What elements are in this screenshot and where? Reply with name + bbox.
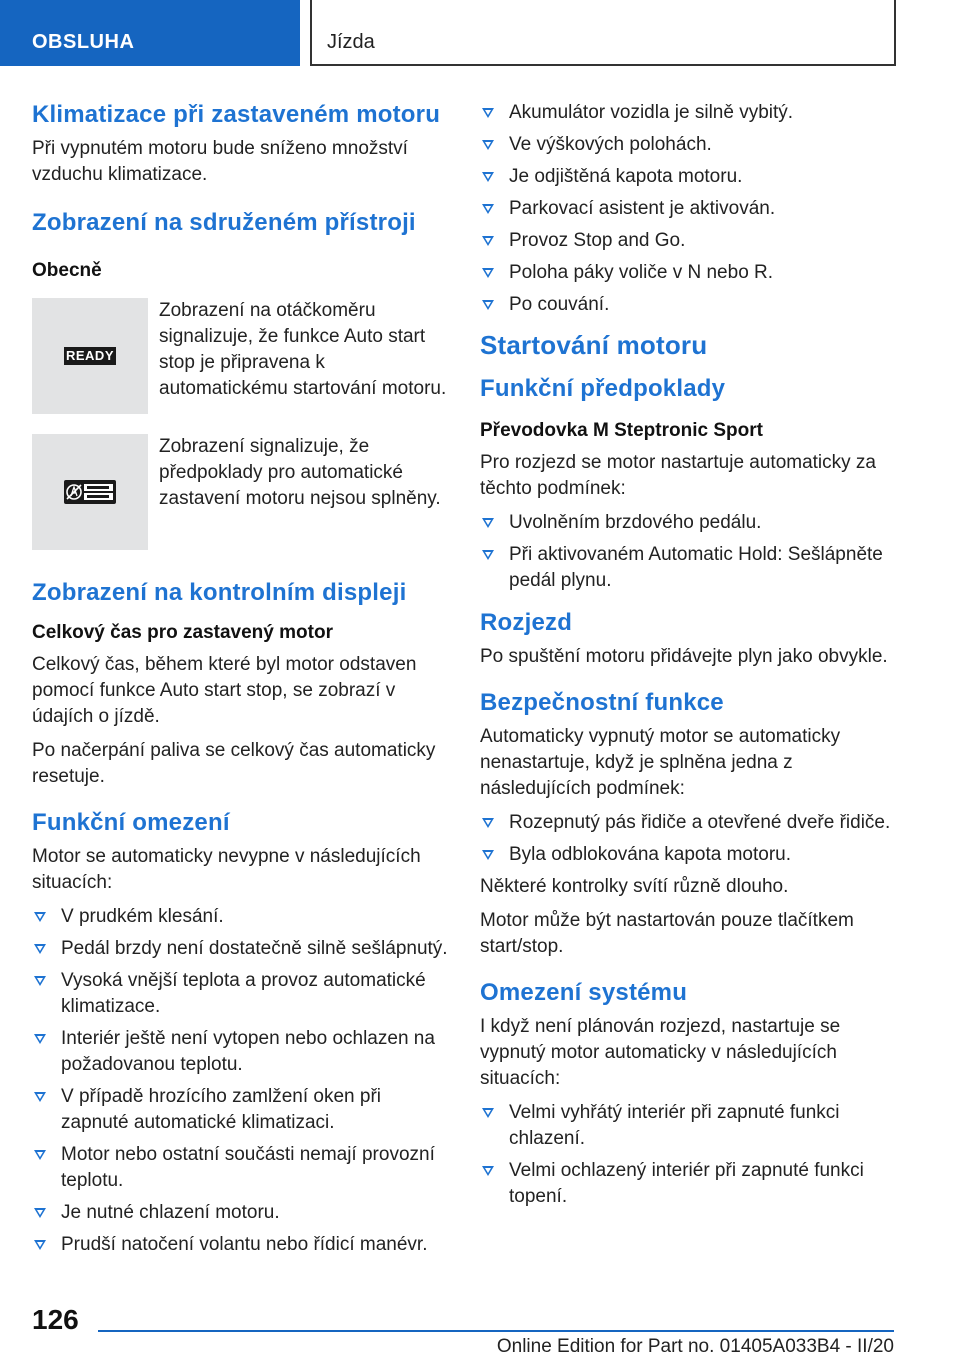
triangle-bullet-icon [34,1150,46,1160]
triangle-bullet-icon [34,976,46,986]
figure-autostart-off [32,434,452,550]
auto-start-stop-icon [64,480,116,504]
figure-ready-caption: Zobrazení na otáčkoměru signalizuje, že funkce Auto start stop je připravena k automatickému startování motoru. [159,300,447,399]
list-item: Je odjištěná kapota motoru. [480,164,900,190]
list-item: Byla odblokována kapota motoru. [480,842,900,868]
heading-limits: Funkční omezení [32,809,230,836]
left-column [32,100,452,1264]
heading-driveoff: Rozjezd [480,609,573,636]
paragraph-total-time-1: Celkový čas, během které byl motor odstaven pomocí funkce Auto start stop, se zobrazí v údajích o jízdě. [32,654,417,727]
autostart-figure [32,434,148,550]
page-number: 126 [32,1304,79,1335]
list-item: Prudší natočení volantu nebo řídicí manévr. [32,1232,452,1258]
paragraph-safety-2: Některé kontrolky svítí různě dlouho. [480,876,789,897]
list-item: Rozepnutý pás řidiče a otevřené dveře řidiče. [480,810,900,836]
ready-indicator-icon: READY [65,348,114,363]
triangle-bullet-icon [482,204,494,214]
heading-general: Obecně [32,260,102,281]
heading-prereq: Funkční předpoklady [480,375,726,402]
triangle-bullet-icon [34,1208,46,1218]
limits-list [32,904,452,1258]
triangle-bullet-icon [482,850,494,860]
list-item: V prudkém klesání. [32,904,452,930]
triangle-bullet-icon [482,818,494,828]
heading-total-time: Celkový čas pro zastavený motor [32,622,333,643]
list-item: V případě hrozícího zamlžení oken při zapnuté automatické klimatizaci. [32,1084,452,1136]
triangle-bullet-icon [34,944,46,954]
gearbox-list [480,510,900,594]
list-item: Při aktivovaném Automatic Hold: Sešlápněte pedál plynu. [480,542,900,594]
triangle-bullet-icon [482,140,494,150]
list-item: Velmi vyhřátý interiér při zapnuté funkci chlazení. [480,1100,900,1152]
safety-list [480,810,900,868]
triangle-bullet-icon [482,518,494,528]
paragraph-driveoff: Po spuštění motoru přidávejte plyn jako obvykle. [480,646,888,667]
paragraph-system-limits: I když není plánován rozjezd, nastartuje se vypnutý motor automaticky v následujících situacích: [480,1016,841,1089]
figure-ready [32,298,452,414]
heading-gearbox: Převodovka M Steptronic Sport [480,420,763,441]
page-header [0,0,960,66]
list-item: Uvolněním brzdového pedálu. [480,510,900,536]
list-item: Vysoká vnější teplota a provoz automatické klimatizace. [32,968,452,1020]
list-item: Parkovací asistent je aktivován. [480,196,900,222]
triangle-bullet-icon [34,912,46,922]
chapter-title: Jízda [310,0,896,66]
paragraph-limits: Motor se automaticky nevypne v následujících situacích: [32,846,421,893]
triangle-bullet-icon [482,172,494,182]
triangle-bullet-icon [482,108,494,118]
ready-figure [32,298,148,414]
heading-control-display: Zobrazení na kontrolním displeji [32,579,407,606]
triangle-bullet-icon [34,1092,46,1102]
limits-list-continued [480,100,900,318]
paragraph-safety: Automaticky vypnutý motor se automaticky nenastartuje, když je splněna jedna z následujících podmínek: [480,726,841,799]
heading-safety: Bezpečnostní funkce [480,689,724,716]
triangle-bullet-icon [482,236,494,246]
list-item: Interiér ještě není vytopen nebo ochlazen na požadovanou teplotu. [32,1026,452,1078]
triangle-bullet-icon [482,268,494,278]
edition-note: Online Edition for Part no. 01405A033B4 - II/20 [496,1336,894,1357]
figure-autostart-caption: Zobrazení signalizuje, že předpoklady pro automatické zastavení motoru nejsou splněny. [159,436,441,509]
heading-starting: Startování motoru [480,330,708,360]
triangle-bullet-icon [482,550,494,560]
heading-cluster: Zobrazení na sdruženém přístroji [32,209,416,236]
page-footer [0,1290,960,1362]
heading-climate: Klimatizace při zastaveném motoru [32,101,441,128]
section-tab: OBSLUHA [0,0,300,66]
paragraph-gearbox: Pro rozjezd se motor nastartuje automaticky za těchto podmínek: [480,452,877,499]
right-column [480,100,900,1216]
list-item: Je nutné chlazení motoru. [32,1200,452,1226]
triangle-bullet-icon [482,1166,494,1176]
footer-divider [98,1330,894,1332]
paragraph-climate: Při vypnutém motoru bude sníženo množství vzduchu klimatizace. [32,138,408,185]
list-item: Ve výškových polohách. [480,132,900,158]
heading-system-limits: Omezení systému [480,979,688,1006]
triangle-bullet-icon [482,300,494,310]
triangle-bullet-icon [34,1034,46,1044]
list-item: Akumulátor vozidla je silně vybitý. [480,100,900,126]
triangle-bullet-icon [34,1240,46,1250]
paragraph-total-time-2: Po načerpání paliva se celkový čas automaticky resetuje. [32,740,436,787]
list-item: Velmi ochlazený interiér při zapnuté funkci topení. [480,1158,900,1210]
list-item: Pedál brzdy není dostatečně silně sešlápnutý. [32,936,452,962]
list-item: Po couvání. [480,292,900,318]
list-item: Poloha páky voliče v N nebo R. [480,260,900,286]
system-limits-list [480,1100,900,1210]
triangle-bullet-icon [482,1108,494,1118]
list-item: Motor nebo ostatní součásti nemají provozní teplotu. [32,1142,452,1194]
list-item: Provoz Stop and Go. [480,228,900,254]
paragraph-safety-3: Motor může být nastartován pouze tlačítkem start/stop. [480,910,854,957]
